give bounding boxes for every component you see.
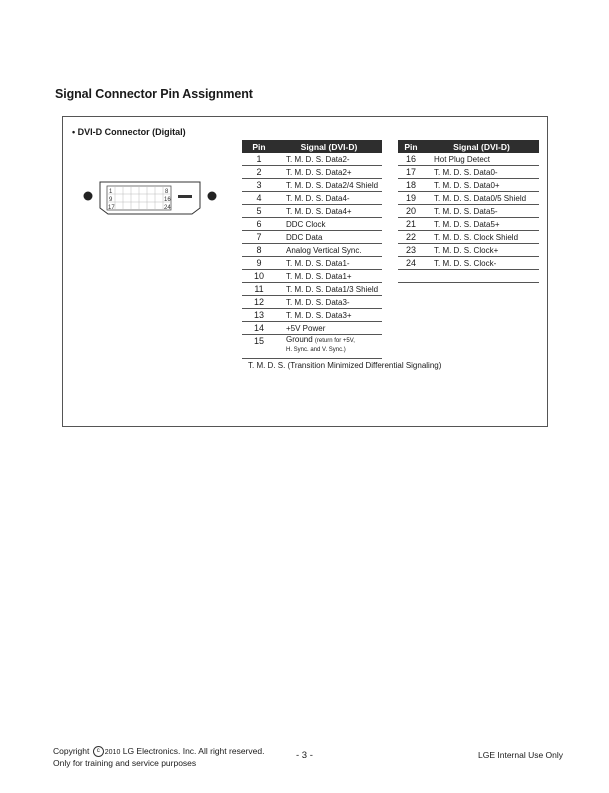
pin-table-left [242,140,382,359]
signal-name: T. M. D. S. Data1/3 Shield [276,283,382,296]
table-row [398,153,539,166]
pin-number: 12 [242,296,276,309]
table-row [242,257,382,270]
blank-cell [398,270,424,283]
pin-number: 1 [242,153,276,166]
table-row [242,205,382,218]
signal-name: T. M. D. S. Data1- [276,257,382,270]
table-row [398,192,539,205]
pin-number: 11 [242,283,276,296]
pin-number: 16 [398,153,424,166]
table-row [242,335,382,359]
signal-name: T. M. D. S. Data0/5 Shield [424,192,539,205]
copyright-prefix: Copyright [53,746,90,756]
flat-blade [178,195,192,198]
table-row [242,218,382,231]
table-header-row [242,140,382,153]
copyright-icon: c [93,746,104,757]
pin-number: 7 [242,231,276,244]
copyright-suffix: LG Electronics. Inc. All right reserved. [122,746,265,756]
table-row [242,166,382,179]
pin-number: 8 [242,244,276,257]
pin-label-8: 8 [165,189,169,195]
signal-name: T. M. D. S. Clock Shield [424,231,539,244]
pin-number: 13 [242,309,276,322]
pin-number: 15 [242,335,276,359]
signal-name: T. M. D. S. Data2/4 Shield [276,179,382,192]
signal-header: Signal (DVI-D) [424,140,539,153]
table-row [242,153,382,166]
pin-label-24: 24 [164,205,171,211]
footer-copyright [53,746,264,769]
blank-cell [424,270,539,283]
mounting-hole-right [208,192,217,201]
signal-header: Signal (DVI-D) [276,140,382,153]
tmds-footnote: T. M. D. S. (Transition Minimized Differential Signaling) [248,361,442,370]
table-row [242,322,382,335]
pin-number: 5 [242,205,276,218]
table-header-row [398,140,539,153]
signal-name [276,335,382,359]
dvi-connector-diagram [80,178,220,218]
table-row [242,270,382,283]
pin-number: 24 [398,257,424,270]
signal-name: T. M. D. S. Data0+ [424,179,539,192]
signal-name: T. M. D. S. Data5+ [424,218,539,231]
signal-name: DDC Data [276,231,382,244]
table-row [398,231,539,244]
pin-table-right [398,140,539,283]
page-number: - 3 - [296,750,313,761]
section-title: • DVI-D Connector (Digital) [72,127,186,137]
table-row [242,231,382,244]
pin-number: 14 [242,322,276,335]
signal-name: +5V Power [276,322,382,335]
pin-number: 19 [398,192,424,205]
mounting-hole-left [84,192,93,201]
pin-label-9: 9 [109,197,113,203]
pin-table-right-body [398,153,539,270]
table-row [398,166,539,179]
table-row [398,244,539,257]
pin-number: 20 [398,205,424,218]
signal-name: T. M. D. S. Data2+ [276,166,382,179]
table-row [242,309,382,322]
pin-label-17: 17 [108,205,115,211]
footer-internal-use: LGE Internal Use Only [478,750,564,760]
pin-header: Pin [398,140,424,153]
pin-number: 2 [242,166,276,179]
signal-name: T. M. D. S. Data4+ [276,205,382,218]
table-row [242,296,382,309]
pin-number: 22 [398,231,424,244]
signal-name: T. M. D. S. Data2- [276,153,382,166]
table-row [242,179,382,192]
signal-name: Analog Vertical Sync. [276,244,382,257]
signal-name: T. M. D. S. Clock- [424,257,539,270]
pin-number: 3 [242,179,276,192]
pin-label-16: 16 [164,197,171,203]
footer-usage-note: Only for training and service purposes [53,758,197,768]
signal-name: T. M. D. S. Data4- [276,192,382,205]
pin-label-1: 1 [109,189,113,195]
pin-table-left-body [242,153,382,335]
copyright-year: 2010 [104,749,121,756]
pin-number: 17 [398,166,424,179]
table-row-blank [398,270,539,283]
table-row [242,283,382,296]
table-row [242,192,382,205]
signal-name: T. M. D. S. Data5- [424,205,539,218]
pin-number: 6 [242,218,276,231]
signal-name: T. M. D. S. Data1+ [276,270,382,283]
pin-number: 10 [242,270,276,283]
table-row [398,257,539,270]
ground-signal: Ground [286,335,313,344]
signal-name: Hot Plug Detect [424,153,539,166]
pin-number: 4 [242,192,276,205]
ground-note-line2: H. Sync. and V. Sync.) [286,347,346,353]
ground-note-line1: (return for +5V, [314,338,355,344]
signal-name: DDC Clock [276,218,382,231]
pin-number: 21 [398,218,424,231]
signal-name: T. M. D. S. Clock+ [424,244,539,257]
signal-name: T. M. D. S. Data3- [276,296,382,309]
table-row [398,179,539,192]
page-title: Signal Connector Pin Assignment [55,87,253,101]
pin-number: 23 [398,244,424,257]
pin-header: Pin [242,140,276,153]
signal-name: T. M. D. S. Data3+ [276,309,382,322]
table-row [398,218,539,231]
pin-number: 18 [398,179,424,192]
table-row [398,205,539,218]
table-row [242,244,382,257]
pin-number: 9 [242,257,276,270]
signal-name: T. M. D. S. Data0- [424,166,539,179]
